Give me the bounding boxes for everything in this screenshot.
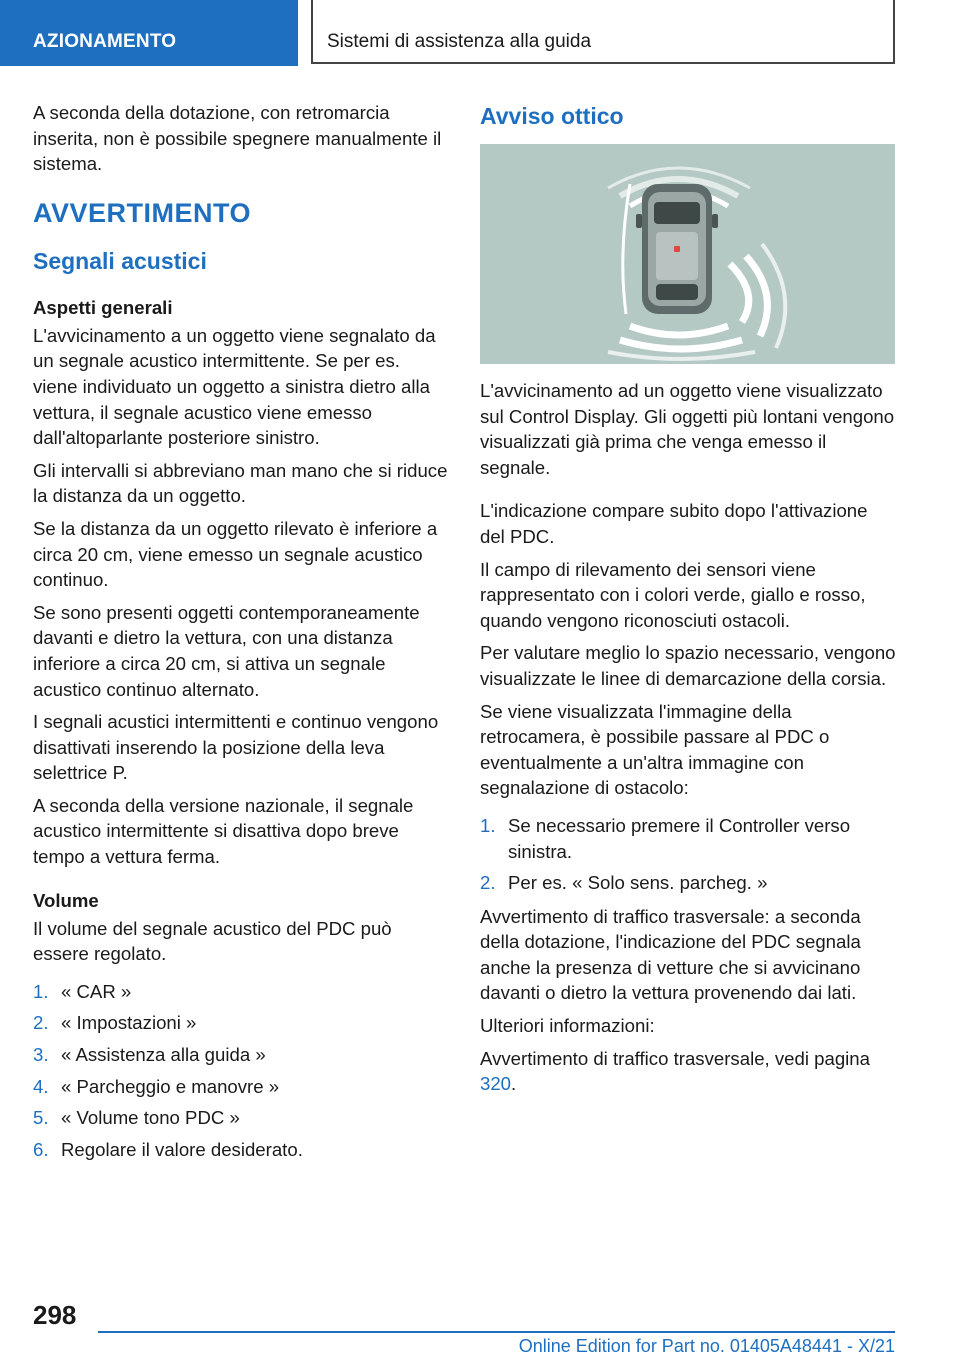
list-item (33, 1074, 449, 1100)
step-text: Se necessario premere il Controller verso sinistra. (508, 814, 851, 862)
step-number: 5. (33, 1107, 49, 1129)
paragraph: Se la distanza da un oggetto rilevato è inferiore a circa 20 cm, viene emesso un segnale acustico continuo. (33, 517, 438, 591)
right-column (480, 100, 896, 1104)
step-number: 1. (480, 814, 496, 836)
step-number: 3. (33, 1044, 49, 1066)
header-chapter-label: Sistemi di assistenza alla guida (327, 31, 592, 52)
list-item (33, 1137, 449, 1163)
step-number: 2. (480, 872, 496, 894)
reference-end: . (511, 1073, 517, 1095)
list-item (480, 813, 896, 864)
page-number: 298 (33, 1300, 77, 1330)
footer-divider (98, 1331, 895, 1333)
header-section (0, 0, 298, 66)
intro-text: A seconda della dotazione, con retromarcia inserita, non è possibile spegnere manualmente il sistema. (33, 102, 442, 175)
step-text: « Volume tono PDC » (61, 1107, 240, 1129)
step-text: « Assistenza alla guida » (61, 1044, 266, 1066)
pdc-car-illustration (480, 144, 895, 364)
volume-title: Volume (33, 889, 99, 911)
step-text: « Impostazioni » (61, 1012, 197, 1034)
step-text: « CAR » (61, 980, 132, 1002)
page-reference-link[interactable]: 320 (480, 1073, 512, 1095)
paragraph: L'avvicinamento ad un oggetto viene visualizzato sul Control Display. Gli oggetti più lontani vengono visualizzati già prima che venga emesso il segnale. (480, 380, 895, 478)
paragraph: Il campo di rilevamento dei sensori viene rappresentato con i colori verde, giallo e rosso, quando vengono riconosciuti ostacoli. (480, 558, 866, 631)
header-section-label: AZIONAMENTO (33, 31, 177, 52)
header-chapter (311, 0, 895, 64)
list-item (33, 1042, 449, 1068)
step-number: 4. (33, 1075, 49, 1097)
list-item (480, 870, 896, 896)
paragraph: I segnali acustici intermittenti e continuo vengono disattivati inserendo la posizione della leva selettrice P. (33, 711, 439, 784)
paragraph: Ulteriori informazioni: (480, 1015, 655, 1037)
general-title: Aspetti generali (33, 296, 173, 318)
left-column (33, 100, 449, 1170)
paragraph: L'indicazione compare subito dopo l'attivazione del PDC. (480, 500, 868, 547)
paragraph: Se sono presenti oggetti contemporaneamente davanti e dietro la vettura, con una distanza inferiore a circa 20 cm, si attiva un segnale acustico continuo alternato. (33, 601, 420, 700)
step-number: 6. (33, 1138, 49, 1160)
section-title-visual: Avviso ottico (480, 103, 624, 129)
step-text: Per es. « Solo sens. parcheg. » (508, 872, 768, 894)
cross-reference (480, 1046, 896, 1097)
warning-title: AVVERTIMENTO (33, 197, 252, 228)
step-number: 1. (33, 980, 49, 1002)
section-title-acoustic: Segnali acustici (33, 247, 207, 274)
step-text: Regolare il valore desiderato. (61, 1138, 303, 1160)
pdc-display-figure (480, 144, 895, 364)
paragraph: Per valutare meglio lo spazio necessario, vengono visualizzate le linee di demarcazione della corsia. (480, 642, 896, 689)
paragraph: L'avvicinamento a un oggetto viene segnalato da un segnale acustico intermittente. Se per es. viene individuato un oggetto a sinistra dietro alla vettura, il segnale acustico viene emesso dall'altoparlante posteriore sinistro. (33, 324, 436, 449)
volume-text: Il volume del segnale acustico del PDC può essere regolato. (33, 917, 392, 965)
paragraph: Avvertimento di traffico trasversale: a seconda della dotazione, l'indicazione del PDC segnala anche la presenza di vetture che si avvicinano davanti o dietro la vettura provenendo dai lati. (480, 905, 861, 1004)
display-steps (480, 813, 896, 896)
paragraph: Se viene visualizzata l'immagine della retrocamera, è possibile passare al PDC o eventualmente a un'altra immagine con segnalazione di ostacolo: (480, 700, 830, 799)
reference-text: Avvertimento di traffico trasversale, vedi pagina (480, 1047, 870, 1069)
list-item (33, 1010, 449, 1036)
list-item (33, 979, 449, 1005)
paragraph: A seconda della versione nazionale, il segnale acustico intermittente si disattiva dopo breve tempo a vettura ferma. (33, 794, 414, 868)
list-item (33, 1105, 449, 1131)
footer-edition: Online Edition for Part no. 01405A48441 - X/21 (518, 1336, 895, 1356)
step-number: 2. (33, 1012, 49, 1034)
paragraph: Gli intervalli si abbreviano man mano che si riduce la distanza da un oggetto. (33, 459, 448, 507)
volume-steps (33, 979, 449, 1163)
step-text: « Parcheggio e manovre » (61, 1075, 280, 1097)
